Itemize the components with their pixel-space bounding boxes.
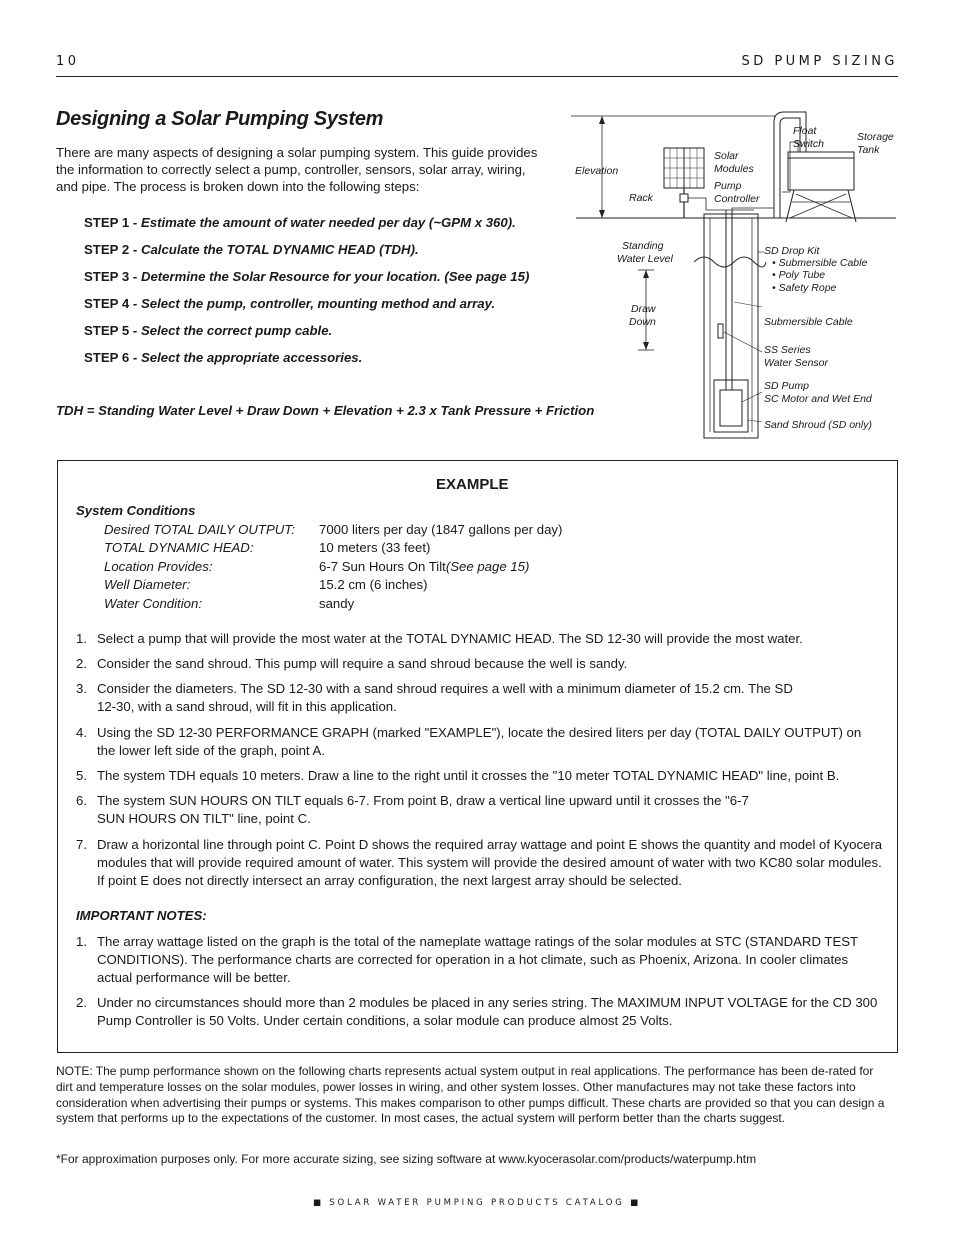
svg-text:Water Level: Water Level <box>617 253 673 265</box>
list-item: 1. The array wattage listed on the graph is the total of the nameplate wattage ratings of the solar modules at STC (STANDARD TEST CONDITIONS). The performance charts are corrected for operation in a hot climate, such as Phoenix, Arizona. In cooler climates actual performance will be better. <box>76 934 858 985</box>
pump-controller-label: Pump <box>714 180 742 192</box>
tank-lid <box>788 152 854 158</box>
svg-text:SC Motor and Wet End: SC Motor and Wet End <box>764 393 872 405</box>
step-2: STEP 2 - Calculate the TOTAL DYNAMIC HEAD (TDH). <box>84 242 419 257</box>
step-4: STEP 4 - Select the pump, controller, mounting method and array. <box>84 296 496 311</box>
page-title: Designing a Solar Pumping System <box>56 108 384 130</box>
condition-row: Well Diameter: 15.2 cm (6 inches) <box>104 577 428 593</box>
footnote: *For approximation purposes only. For more accurate sizing, see sizing software at www.kyocerasolar.com/products/waterpump.htm <box>56 1152 757 1166</box>
storage-tank <box>788 158 854 190</box>
draw-down-label: Draw <box>631 303 656 315</box>
tdh-formula: TDH = Standing Water Level + Draw Down + Elevation + 2.3 x Tank Pressure + Friction <box>56 403 595 418</box>
page-number: 10 <box>56 54 80 69</box>
list-item: 4. Using the SD 12-30 PERFORMANCE GRAPH (marked "EXAMPLE"), locate the desired liters per day (TOTAL DAILY OUTPUT) on the lower left side of the graph, point A. <box>76 725 862 758</box>
standing-water-label: Standing <box>622 240 664 252</box>
step-1: STEP 1 - Estimate the amount of water needed per day (~GPM x 360). <box>84 215 516 230</box>
arrow-icon <box>643 270 649 278</box>
condition-row: Location Provides: 6-7 Sun Hours On Tilt(See page 15) <box>104 558 530 574</box>
arrow-icon <box>599 210 605 218</box>
step-3: STEP 3 - Determine the Solar Resource for your location. (See page 15) <box>84 269 530 284</box>
svg-text:Water Sensor: Water Sensor <box>764 357 828 369</box>
svg-text:Controller: Controller <box>714 193 760 205</box>
list-item: 6. The system SUN HOURS ON TILT equals 6-7. From point B, draw a vertical line upward until it crosses the "6-7 SUN HOURS ON TILT" line, point C. <box>76 793 749 826</box>
list-item: 1. Select a pump that will provide the most water at the TOTAL DYNAMIC HEAD. The SD 12-30 will provide the most water. <box>76 631 803 646</box>
water-level-line <box>694 257 766 267</box>
step-5: STEP 5 - Select the correct pump cable. <box>84 323 333 338</box>
steps-list <box>84 214 529 376</box>
solar-pumping-diagram <box>566 102 906 442</box>
header-rule <box>56 76 898 77</box>
svg-text:Modules: Modules <box>714 163 754 175</box>
list-item: 3. Consider the diameters. The SD 12-30 with a sand shroud requires a well with a minimum diameter of 15.2 cm. The SD 12-30, with a sand shroud, will fit in this application. <box>76 681 793 714</box>
intro-paragraph: There are many aspects of designing a solar pumping system. This guide provides the information to correctly select a pump, controller, sensors, solar array, wiring, and pipe. The process is broken down into the following steps: <box>56 145 538 194</box>
condition-row: Water Condition: sandy <box>104 595 355 611</box>
section-title: SD PUMP SIZING <box>741 54 898 69</box>
tank-brace <box>790 194 846 218</box>
svg-text:• Submersible Cable: • Submersible Cable <box>772 257 868 269</box>
svg-text:Switch: Switch <box>793 138 824 150</box>
condition-row: TOTAL DYNAMIC HEAD: 10 meters (33 feet) <box>104 540 431 556</box>
rack-label: Rack <box>629 192 653 204</box>
elevation-label: Elevation <box>575 165 619 177</box>
tank-leg <box>786 190 794 222</box>
sand-shroud-label: Sand Shroud (SD only) <box>764 419 872 431</box>
svg-text:Tank: Tank <box>857 144 880 156</box>
condition-row: Desired TOTAL DAILY OUTPUT: 7000 liters per day (1847 gallons per day) <box>104 522 563 537</box>
sd-pump <box>720 390 742 426</box>
sensor-label: SS Series <box>764 344 811 356</box>
svg-text:• Safety Rope: • Safety Rope <box>772 282 837 294</box>
list-item: 7. Draw a horizontal line through point C. Point D shows the required array wattage and point E shows the quantity and model of Kyocera modules that will provide required amount of water. This system will provide the desired amount of water with two KC80 solar modules. If point E does not directly intersect an array configuration, the next largest array should be selected. <box>76 837 883 888</box>
step-6: STEP 6 - Select the appropriate accessories. <box>84 350 363 365</box>
tank-brace <box>796 194 852 218</box>
page-footer: ■ SOLAR WATER PUMPING PRODUCTS CATALOG ■ <box>313 1198 641 1208</box>
list-item: 5. The system TDH equals 10 meters. Draw a line to the right until it crosses the "10 meter TOTAL DYNAMIC HEAD" line, point B. <box>76 768 840 783</box>
sd-pump-label: SD Pump <box>764 380 809 392</box>
conditions-list <box>104 521 562 613</box>
conditions-heading: System Conditions <box>76 503 196 518</box>
storage-tank-label: Storage <box>857 131 894 143</box>
float-switch-label: Float <box>793 125 817 137</box>
solar-modules-label: Solar <box>714 150 739 162</box>
water-sensor <box>718 324 723 338</box>
performance-note: NOTE: The pump performance shown on the following charts represents actual system output in real applications. The performance has been de-rated for dirt and temperature losses on the solar modules, power losses in wiring, and other system losses. Other manufactures may not take these factors into consideration when advertising their pumps or systems. This makes comparison to other pumps difficult. These charts are provided so that you can design a system that performs up to the expectations of the customer. In most cases, the actual system will perform better than the charts suggest. <box>56 1064 885 1126</box>
list-item: 2. Consider the sand shroud. This pump will require a sand shroud because the well is sandy. <box>76 656 628 671</box>
submersible-cable-label: Submersible Cable <box>764 316 853 328</box>
arrow-icon <box>643 342 649 350</box>
drop-kit-label: SD Drop Kit <box>764 245 820 257</box>
list-item: 2. Under no circumstances should more than 2 modules be placed in any series string. The MAXIMUM INPUT VOLTAGE for the CD 300 Pump Controller is 50 Volts. Under certain conditions, a solar module can produce almost 25 Volts. <box>76 995 878 1028</box>
tank-leg <box>848 190 856 222</box>
arrow-icon <box>599 116 605 124</box>
example-title: EXAMPLE <box>436 476 509 493</box>
pump-controller-box <box>680 194 688 202</box>
svg-text:Down: Down <box>629 316 656 328</box>
svg-text:• Poly Tube: • Poly Tube <box>772 269 826 281</box>
important-notes-heading: IMPORTANT NOTES: <box>76 908 207 923</box>
